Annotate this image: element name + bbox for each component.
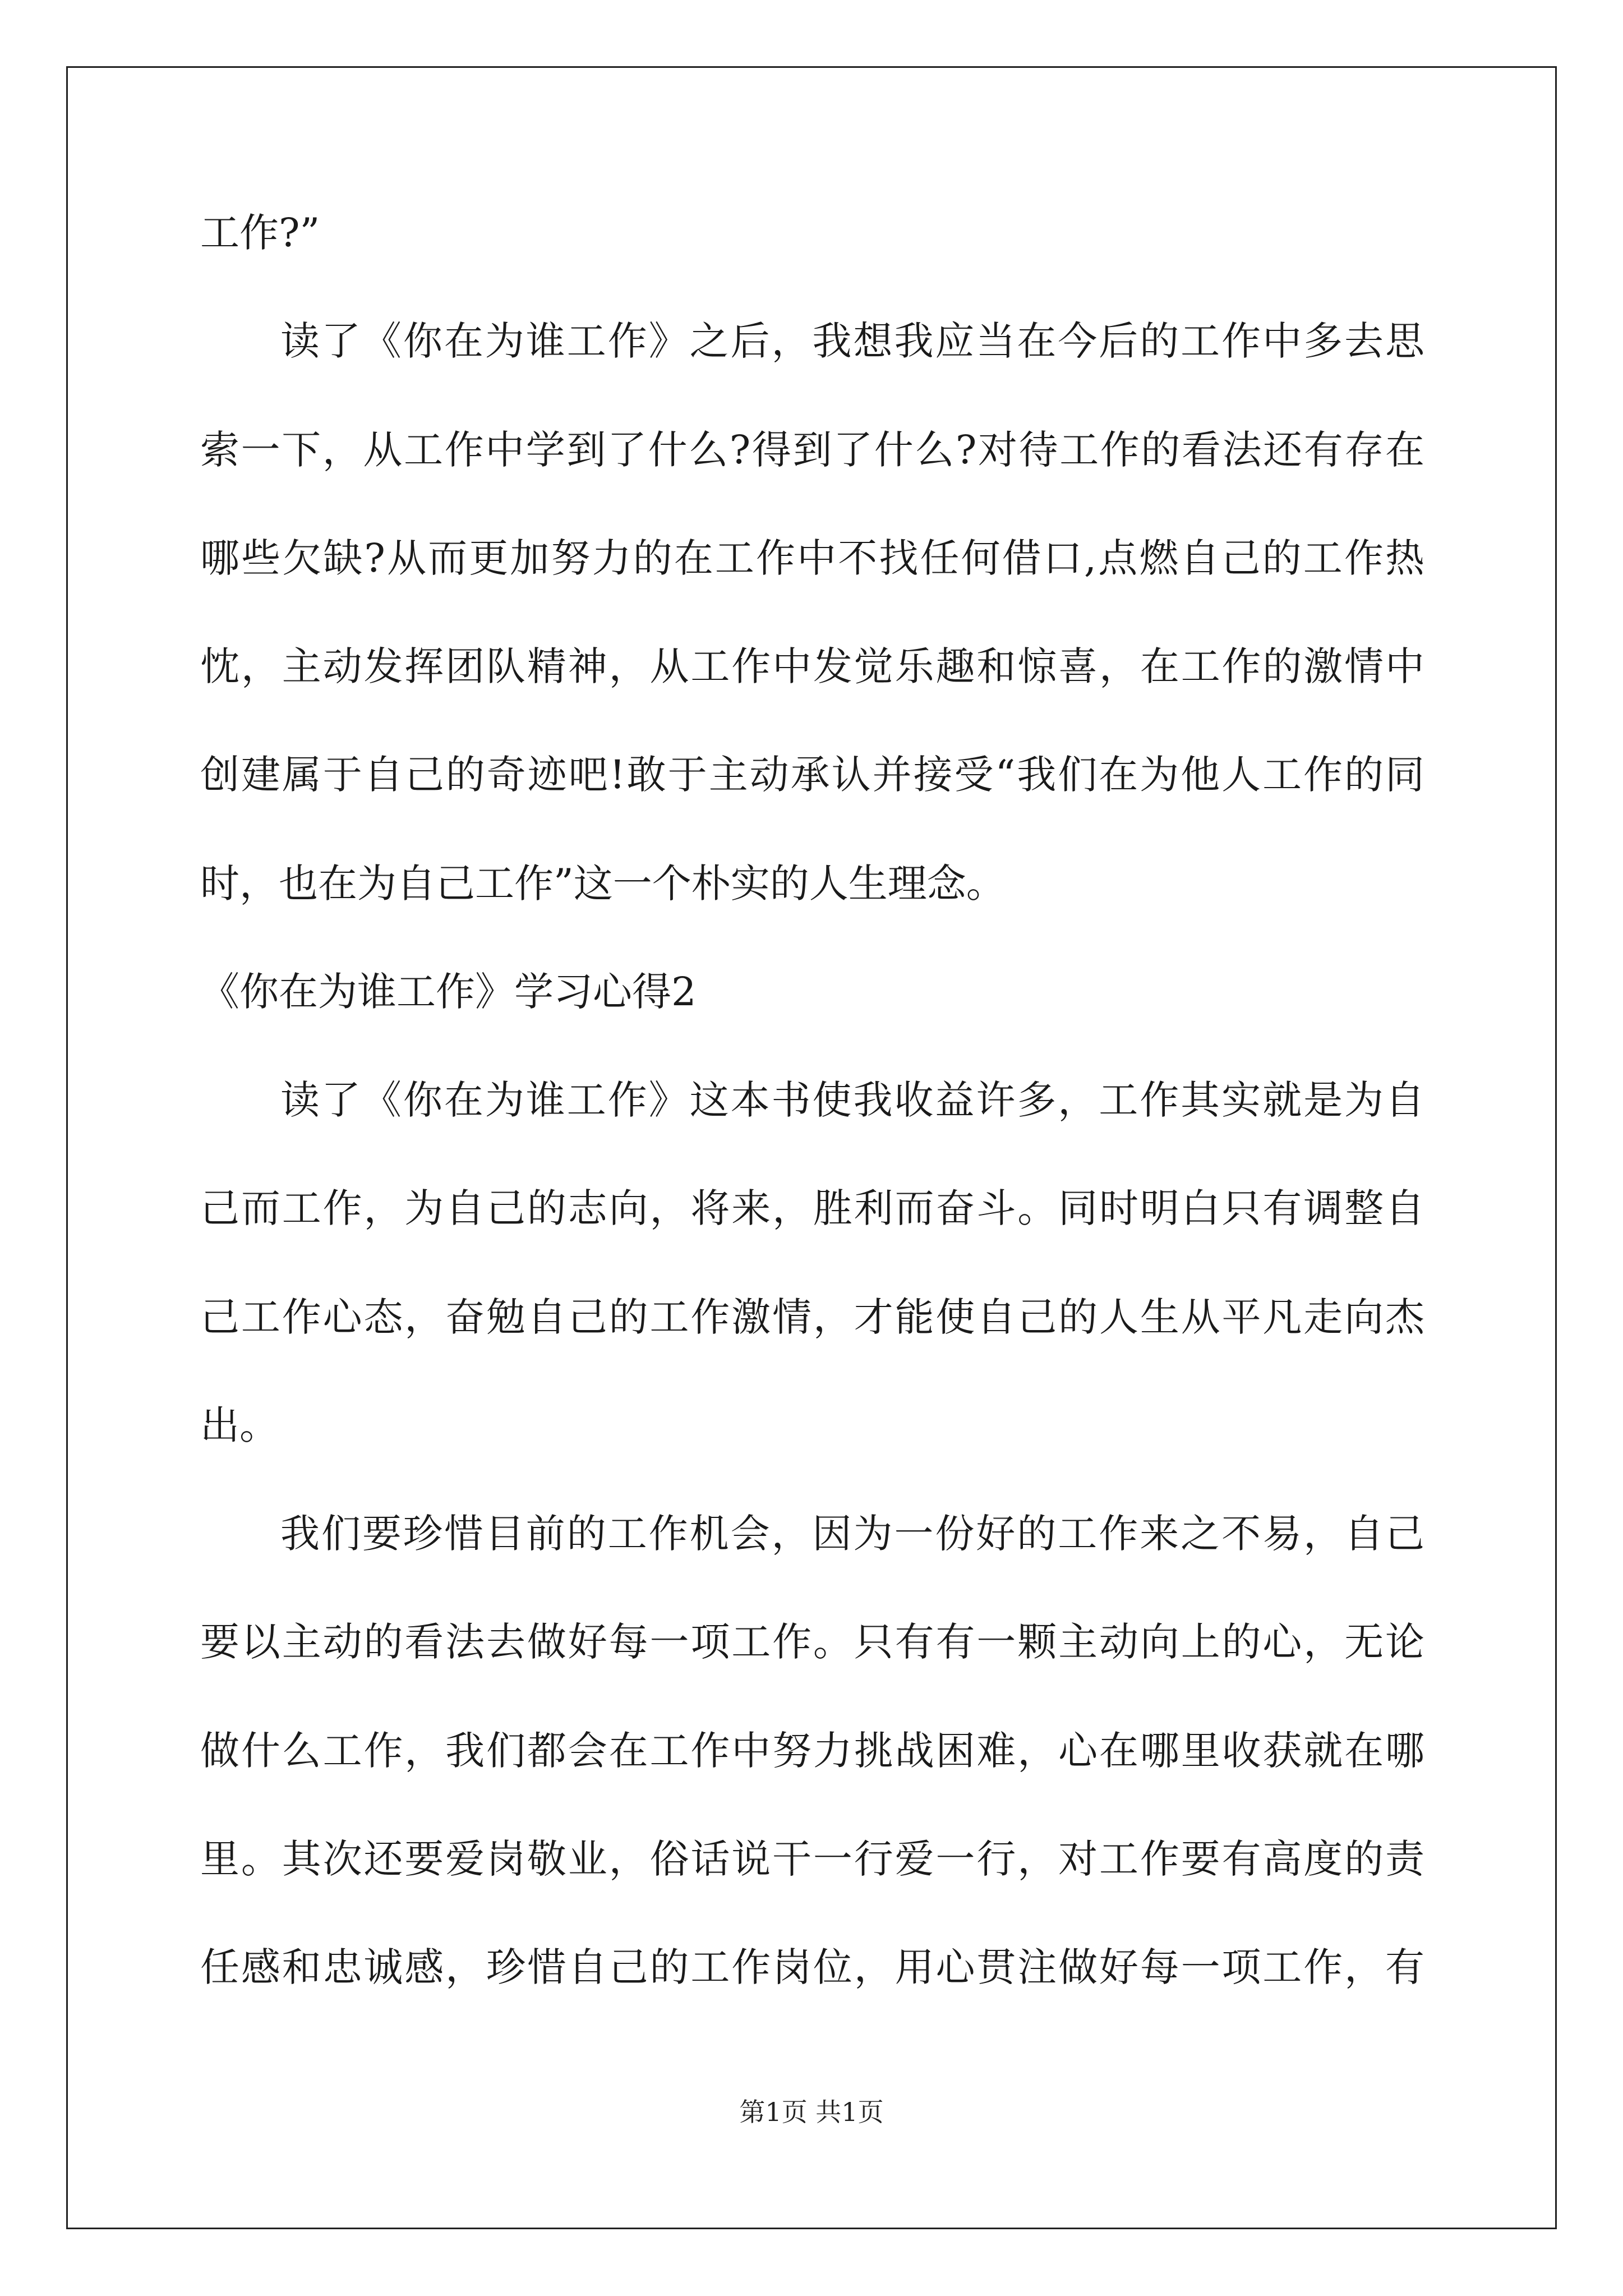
paragraph-line: 时，也在为自己工作”这一个朴实的人生理念。 xyxy=(200,861,1006,907)
paragraph-line: 己而工作，为自己的志向，将来，胜利而奋斗。同时明白只有调整自 xyxy=(200,1185,1424,1231)
paragraph-line: 读了《你在为谁工作》这本书使我收益许多，工作其实就是为自 xyxy=(280,1077,1424,1123)
paragraph-line: 哪些欠缺?从而更加努力的在工作中不找任何借口,点燃自己的工作热 xyxy=(200,535,1424,581)
paragraph-line: 里。其次还要爱岗敬业，俗话说干一行爱一行，对工作要有高度的责 xyxy=(200,1836,1424,1882)
paragraph-line: 读了《你在为谁工作》之后，我想我应当在今后的工作中多去思 xyxy=(280,318,1424,364)
paragraph-line: 出。 xyxy=(200,1402,279,1448)
text-line: 工作?” xyxy=(200,210,320,256)
section-heading: 《你在为谁工作》学习心得2 xyxy=(200,969,697,1015)
page-number-footer: 第1页 共1页 xyxy=(739,2097,884,2127)
paragraph-line: 做什么工作，我们都会在工作中努力挑战困难，心在哪里收获就在哪 xyxy=(200,1728,1424,1774)
paragraph-line: 创建属于自己的奇迹吧!敢于主动承认并接受“我们在为他人工作的同 xyxy=(200,752,1424,798)
paragraph-line: 忱，主动发挥团队精神，从工作中发觉乐趣和惊喜，在工作的激情中 xyxy=(200,643,1424,689)
paragraph-line: 任感和忠诚感，珍惜自己的工作岗位，用心贯注做好每一项工作，有 xyxy=(200,1944,1424,1990)
page-frame xyxy=(66,66,1557,2229)
paragraph-line: 要以主动的看法去做好每一项工作。只有有一颗主动向上的心，无论 xyxy=(200,1619,1424,1665)
paragraph-line: 己工作心态，奋勉自己的工作激情，才能使自己的人生从平凡走向杰 xyxy=(200,1294,1424,1340)
paragraph-line: 我们要珍惜目前的工作机会，因为一份好的工作来之不易，自己 xyxy=(280,1511,1424,1557)
paragraph-line: 索一下，从工作中学到了什么?得到了什么?对待工作的看法还有存在 xyxy=(200,427,1424,473)
